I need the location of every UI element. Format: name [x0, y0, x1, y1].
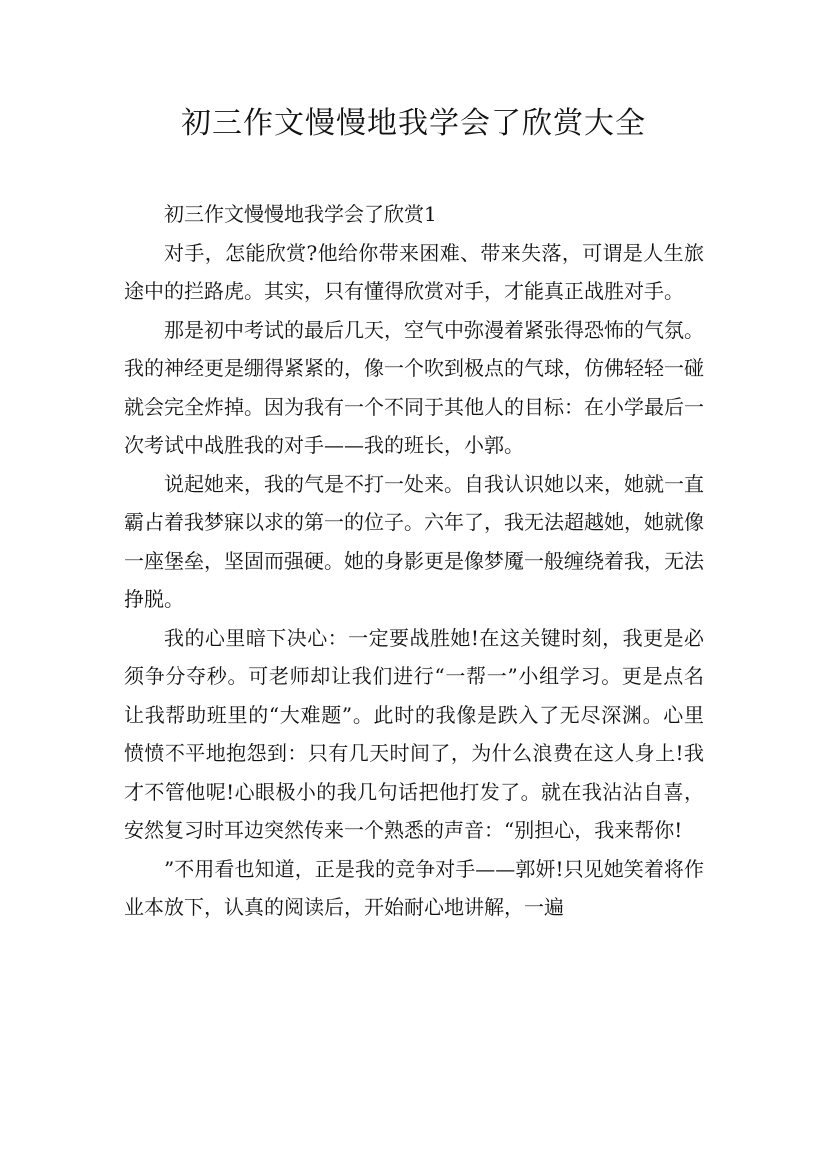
paragraph-4: 我的心里暗下决心：一定要战胜她!在这关键时刻，我更是必须争分夺秒。可老师却让我们进行“一帮一”小组学习。更是点名让我帮助班里的“大难题”。此时的我像是跌入了无尽深渊。心里愤愤不平地抱怨到：只有几天时间了，为什么浪费在这人身上!我才不管他呢!心眼极小的我几句话把他打发了。就在我沾沾自喜，安然复习时耳边突然传来一个熟悉的声音：“别担心，我来帮你! — [124, 625, 704, 842]
paragraph-5: ”不用看也知道，正是我的竞争对手——郭妍!只见她笑着将作业本放下，认真的阅读后，开始耐心地讲解，一遍 — [124, 856, 704, 919]
paragraph-1: 对手，怎能欣赏?他给你带来困难、带来失落，可谓是人生旅途中的拦路虎。其实，只有懂得欣赏对手，才能真正战胜对手。 — [124, 240, 704, 303]
document-body — [124, 195, 704, 927]
paragraph-2: 那是初中考试的最后几天，空气中弥漫着紧张得恐怖的气氛。我的神经更是绷得紧紧的，像一个吹到极点的气球，仿佛轻轻一碰就会完全炸掉。因为我有一个不同于其他人的目标：在小学最后一次考试中战胜我的对手——我的班长，小郭。 — [124, 317, 704, 457]
document-title: 初三作文慢慢地我学会了欣赏大全 — [181, 106, 646, 141]
section-subtitle: 初三作文慢慢地我学会了欣赏1 — [164, 202, 437, 226]
paragraph-3: 说起她来，我的气是不打一处来。自我认识她以来，她就一直霸占着我梦寐以求的第一的位子。六年了，我无法超越她，她就像一座堡垒，坚固而强硬。她的身影更是像梦魇一般缠绕着我，无法挣脱。 — [124, 471, 704, 611]
